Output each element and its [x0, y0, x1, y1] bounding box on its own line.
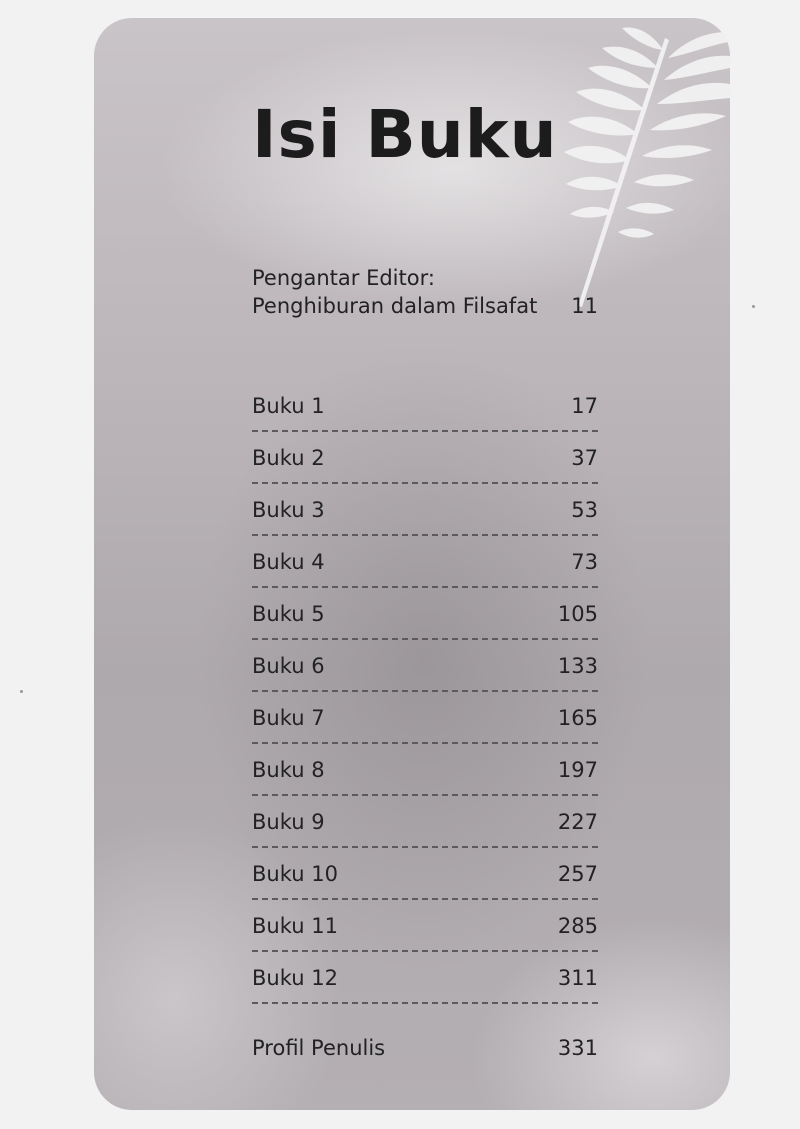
toc-entry-buku-12[interactable] — [252, 952, 598, 1004]
toc-entry-label: Buku 10 — [252, 862, 338, 886]
toc-entry-page: 165 — [557, 706, 598, 730]
intro-entry[interactable] — [252, 264, 598, 320]
toc-entry-label: Buku 7 — [252, 706, 325, 730]
toc-card — [94, 18, 730, 1110]
toc-entry-buku-10[interactable] — [252, 848, 598, 900]
toc-entry-page: 133 — [557, 654, 598, 678]
toc-entry-page: 53 — [571, 498, 598, 522]
toc-entry-buku-1[interactable] — [252, 380, 598, 432]
toc-entry-label: Buku 11 — [252, 914, 338, 938]
toc-entry-buku-11[interactable] — [252, 900, 598, 952]
toc-entry-label: Buku 4 — [252, 550, 325, 574]
toc-entry-page: 257 — [557, 862, 598, 886]
paper-speck — [752, 305, 755, 308]
toc-entry-label: Buku 9 — [252, 810, 325, 834]
intro-label-line1: Pengantar Editor: — [252, 266, 435, 290]
toc-entry-buku-5[interactable] — [252, 588, 598, 640]
toc-entry-profil-penulis[interactable] — [252, 1036, 598, 1060]
toc-entry-page: 227 — [557, 810, 598, 834]
intro-page-number: 11 — [571, 294, 598, 318]
toc-entry-page: 73 — [571, 550, 598, 574]
toc-entry-page: 197 — [557, 758, 598, 782]
toc-entry-page: 37 — [571, 446, 598, 470]
page-title: Isi Buku — [252, 96, 558, 173]
intro-label-line2: Penghiburan dalam Filsafat — [252, 294, 538, 318]
paper-speck — [20, 690, 23, 693]
toc-entry-buku-4[interactable] — [252, 536, 598, 588]
toc-entry-buku-3[interactable] — [252, 484, 598, 536]
toc-entry-buku-8[interactable] — [252, 744, 598, 796]
toc-entry-buku-7[interactable] — [252, 692, 598, 744]
toc-entry-page: 285 — [557, 914, 598, 938]
toc-entry-page: 311 — [557, 966, 598, 990]
toc-entry-label: Buku 8 — [252, 758, 325, 782]
toc-entry-label: Buku 3 — [252, 498, 325, 522]
toc-entry-page: 17 — [571, 394, 598, 418]
toc-entry-buku-6[interactable] — [252, 640, 598, 692]
toc-entry-label: Buku 2 — [252, 446, 325, 470]
toc-entry-buku-2[interactable] — [252, 432, 598, 484]
profile-page-number: 331 — [557, 1036, 598, 1060]
toc-entry-label: Buku 6 — [252, 654, 325, 678]
toc-entry-label: Buku 5 — [252, 602, 325, 626]
toc-entry-label: Buku 1 — [252, 394, 325, 418]
toc-entry-buku-9[interactable] — [252, 796, 598, 848]
profile-label: Profil Penulis — [252, 1036, 386, 1060]
toc-entry-page: 105 — [557, 602, 598, 626]
toc-list — [252, 380, 598, 1004]
toc-entry-label: Buku 12 — [252, 966, 338, 990]
